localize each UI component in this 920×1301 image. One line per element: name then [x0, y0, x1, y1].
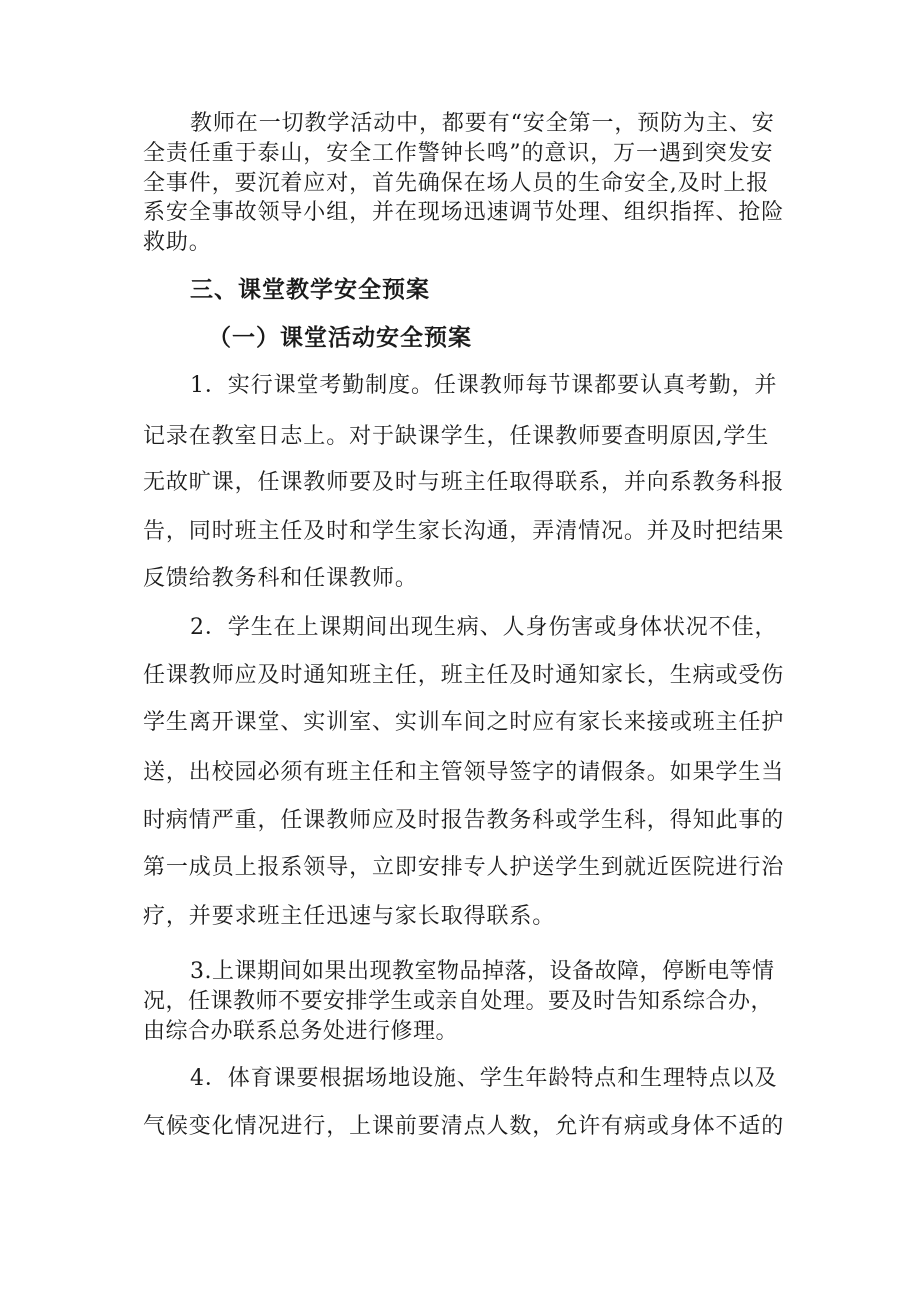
item-2-line: 任课教师应及时通知班主任，班主任及时通知家长，生病或受伤 — [143, 663, 785, 688]
item-1-line: 记录在教室日志上。对于缺课学生，任课教师要查明原因,学生 — [143, 424, 770, 449]
intro-line: 救助。 — [143, 230, 212, 255]
item-1-line: 无故旷课，任课教师要及时与班主任取得联系，并向系教务科报 — [143, 470, 785, 495]
intro-line: 系安全事故领导小组，并在现场迅速调节处理、组织指挥、抢险 — [143, 200, 785, 225]
item-1-line: 反馈给教务科和任课教师。 — [143, 566, 418, 591]
item-2-line: 第一成员上报系领导，立即安排专人护送学生到就近医院进行治 — [143, 855, 785, 880]
intro-line: 全责任重于泰山，安全工作警钟长鸣”的意识，万一遇到突发安 — [143, 141, 774, 166]
item-3-line: 由综合办联系总务处进行修理。 — [143, 1019, 459, 1044]
item-1-line: 告，同时班主任及时和学生家长沟通，弄清情况。并及时把结果 — [143, 519, 785, 544]
item-2-line: 学生离开课堂、实训室、实训车间之时应有家长来接或班主任护 — [143, 710, 785, 735]
item-2-line: 时病情严重，任课教师应及时报告教务科或学生科，得知此事的 — [143, 808, 785, 833]
item-3-line: 况，任课教师不要安排学生或亲自处理。要及时告知系综合办， — [143, 989, 774, 1014]
item-1-line: 1．实行课堂考勤制度。任课教师每节课都要认真考勤，并 — [190, 373, 778, 398]
item-4-line: 4．体育课要根据场地设施、学生年龄特点和生理特点以及 — [190, 1066, 778, 1091]
item-4-line: 气候变化情况进行，上课前要清点人数，允许有病或身体不适的 — [143, 1114, 785, 1139]
item-3-line: 3.上课期间如果出现教室物品掉落，设备故障，停断电等情 — [190, 959, 775, 984]
item-2-line: 2．学生在上课期间出现生病、人身伤害或身体状况不佳， — [190, 615, 778, 640]
intro-line: 教师在一切教学活动中，都要有“安全第一，预防为主、安 — [190, 111, 775, 136]
item-2-line: 疗，并要求班主任迅速与家长取得联系。 — [143, 904, 556, 929]
section-heading: 三、课堂教学安全预案 — [190, 277, 430, 303]
intro-line: 全事件，要沉着应对，首先确保在场人员的生命安全,及时上报 — [143, 171, 770, 196]
item-2-line: 送，出校园必须有班主任和主管领导签字的请假条。如果学生当 — [143, 760, 785, 785]
subsection-heading: （一）课堂活动安全预案 — [208, 325, 472, 351]
